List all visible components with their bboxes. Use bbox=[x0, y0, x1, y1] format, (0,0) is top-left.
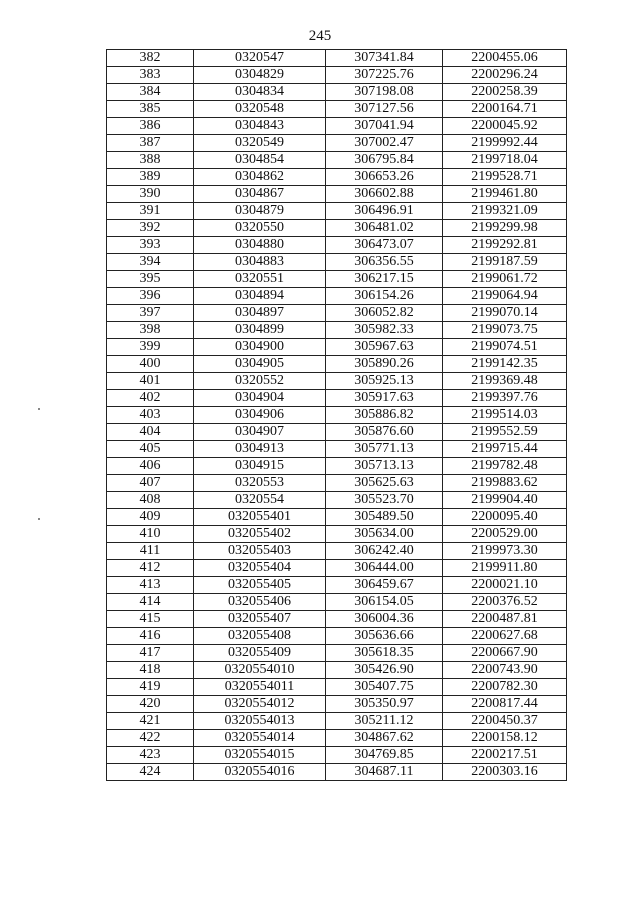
table-row bbox=[107, 543, 567, 560]
point-id-cell: 0304897 bbox=[194, 305, 326, 322]
point-id-cell: 0320554010 bbox=[194, 662, 326, 679]
x-coordinate-cell: 305890.26 bbox=[326, 356, 443, 373]
coordinates-table-body bbox=[107, 50, 567, 781]
x-coordinate-cell: 307002.47 bbox=[326, 135, 443, 152]
x-coordinate-cell: 305713.13 bbox=[326, 458, 443, 475]
y-coordinate-cell: 2200021.10 bbox=[443, 577, 567, 594]
table-row bbox=[107, 441, 567, 458]
x-coordinate-cell: 307341.84 bbox=[326, 50, 443, 67]
table-row bbox=[107, 339, 567, 356]
point-id-cell: 0304915 bbox=[194, 458, 326, 475]
table-row bbox=[107, 101, 567, 118]
y-coordinate-cell: 2199187.59 bbox=[443, 254, 567, 271]
point-id-cell: 0304829 bbox=[194, 67, 326, 84]
table-row bbox=[107, 747, 567, 764]
x-coordinate-cell: 305982.33 bbox=[326, 322, 443, 339]
point-number-cell: 389 bbox=[107, 169, 194, 186]
x-coordinate-cell: 304769.85 bbox=[326, 747, 443, 764]
y-coordinate-cell: 2199883.62 bbox=[443, 475, 567, 492]
y-coordinate-cell: 2199073.75 bbox=[443, 322, 567, 339]
point-id-cell: 032055405 bbox=[194, 577, 326, 594]
table-row bbox=[107, 254, 567, 271]
table-row bbox=[107, 84, 567, 101]
x-coordinate-cell: 304867.62 bbox=[326, 730, 443, 747]
point-id-cell: 0320554013 bbox=[194, 713, 326, 730]
y-coordinate-cell: 2200487.81 bbox=[443, 611, 567, 628]
table-row bbox=[107, 305, 567, 322]
point-id-cell: 032055401 bbox=[194, 509, 326, 526]
coordinates-table bbox=[106, 49, 567, 781]
point-number-cell: 407 bbox=[107, 475, 194, 492]
y-coordinate-cell: 2200258.39 bbox=[443, 84, 567, 101]
table-row bbox=[107, 237, 567, 254]
y-coordinate-cell: 2199528.71 bbox=[443, 169, 567, 186]
x-coordinate-cell: 307127.56 bbox=[326, 101, 443, 118]
table-row bbox=[107, 50, 567, 67]
y-coordinate-cell: 2200045.92 bbox=[443, 118, 567, 135]
y-coordinate-cell: 2200450.37 bbox=[443, 713, 567, 730]
point-number-cell: 416 bbox=[107, 628, 194, 645]
table-row bbox=[107, 611, 567, 628]
table-row bbox=[107, 645, 567, 662]
y-coordinate-cell: 2200817.44 bbox=[443, 696, 567, 713]
table-row bbox=[107, 220, 567, 237]
x-coordinate-cell: 306473.07 bbox=[326, 237, 443, 254]
y-coordinate-cell: 2199992.44 bbox=[443, 135, 567, 152]
x-coordinate-cell: 307225.76 bbox=[326, 67, 443, 84]
point-number-cell: 382 bbox=[107, 50, 194, 67]
point-id-cell: 0320554014 bbox=[194, 730, 326, 747]
x-coordinate-cell: 306004.36 bbox=[326, 611, 443, 628]
y-coordinate-cell: 2199369.48 bbox=[443, 373, 567, 390]
point-number-cell: 409 bbox=[107, 509, 194, 526]
point-id-cell: 0320554011 bbox=[194, 679, 326, 696]
point-id-cell: 0304904 bbox=[194, 390, 326, 407]
x-coordinate-cell: 306602.88 bbox=[326, 186, 443, 203]
y-coordinate-cell: 2199715.44 bbox=[443, 441, 567, 458]
x-coordinate-cell: 306242.40 bbox=[326, 543, 443, 560]
table-row bbox=[107, 509, 567, 526]
table-row bbox=[107, 424, 567, 441]
table-row bbox=[107, 679, 567, 696]
x-coordinate-cell: 305350.97 bbox=[326, 696, 443, 713]
point-id-cell: 0320551 bbox=[194, 271, 326, 288]
point-number-cell: 418 bbox=[107, 662, 194, 679]
point-id-cell: 0320548 bbox=[194, 101, 326, 118]
y-coordinate-cell: 2199782.48 bbox=[443, 458, 567, 475]
point-number-cell: 397 bbox=[107, 305, 194, 322]
table-row bbox=[107, 169, 567, 186]
table-row bbox=[107, 67, 567, 84]
point-number-cell: 400 bbox=[107, 356, 194, 373]
table-row bbox=[107, 135, 567, 152]
x-coordinate-cell: 305771.13 bbox=[326, 441, 443, 458]
point-id-cell: 0320547 bbox=[194, 50, 326, 67]
table-row bbox=[107, 594, 567, 611]
table-row bbox=[107, 730, 567, 747]
x-coordinate-cell: 306052.82 bbox=[326, 305, 443, 322]
point-id-cell: 0304854 bbox=[194, 152, 326, 169]
x-coordinate-cell: 305625.63 bbox=[326, 475, 443, 492]
y-coordinate-cell: 2199321.09 bbox=[443, 203, 567, 220]
y-coordinate-cell: 2199064.94 bbox=[443, 288, 567, 305]
point-id-cell: 032055404 bbox=[194, 560, 326, 577]
y-coordinate-cell: 2199074.51 bbox=[443, 339, 567, 356]
x-coordinate-cell: 306496.91 bbox=[326, 203, 443, 220]
x-coordinate-cell: 306653.26 bbox=[326, 169, 443, 186]
x-coordinate-cell: 305636.66 bbox=[326, 628, 443, 645]
point-id-cell: 032055408 bbox=[194, 628, 326, 645]
y-coordinate-cell: 2200164.71 bbox=[443, 101, 567, 118]
point-number-cell: 402 bbox=[107, 390, 194, 407]
point-number-cell: 383 bbox=[107, 67, 194, 84]
scan-speck bbox=[38, 518, 40, 520]
x-coordinate-cell: 306217.15 bbox=[326, 271, 443, 288]
y-coordinate-cell: 2200217.51 bbox=[443, 747, 567, 764]
point-id-cell: 0304867 bbox=[194, 186, 326, 203]
point-number-cell: 385 bbox=[107, 101, 194, 118]
point-number-cell: 406 bbox=[107, 458, 194, 475]
point-id-cell: 0304834 bbox=[194, 84, 326, 101]
point-number-cell: 420 bbox=[107, 696, 194, 713]
table-row bbox=[107, 271, 567, 288]
point-number-cell: 387 bbox=[107, 135, 194, 152]
table-row bbox=[107, 764, 567, 781]
y-coordinate-cell: 2199061.72 bbox=[443, 271, 567, 288]
y-coordinate-cell: 2200376.52 bbox=[443, 594, 567, 611]
table-row bbox=[107, 475, 567, 492]
x-coordinate-cell: 307198.08 bbox=[326, 84, 443, 101]
point-number-cell: 417 bbox=[107, 645, 194, 662]
y-coordinate-cell: 2200303.16 bbox=[443, 764, 567, 781]
point-id-cell: 032055409 bbox=[194, 645, 326, 662]
x-coordinate-cell: 307041.94 bbox=[326, 118, 443, 135]
y-coordinate-cell: 2200627.68 bbox=[443, 628, 567, 645]
y-coordinate-cell: 2200158.12 bbox=[443, 730, 567, 747]
table-row bbox=[107, 322, 567, 339]
y-coordinate-cell: 2200782.30 bbox=[443, 679, 567, 696]
point-id-cell: 0304894 bbox=[194, 288, 326, 305]
point-id-cell: 0304862 bbox=[194, 169, 326, 186]
x-coordinate-cell: 306154.05 bbox=[326, 594, 443, 611]
point-number-cell: 394 bbox=[107, 254, 194, 271]
x-coordinate-cell: 305917.63 bbox=[326, 390, 443, 407]
y-coordinate-cell: 2199142.35 bbox=[443, 356, 567, 373]
point-number-cell: 410 bbox=[107, 526, 194, 543]
point-number-cell: 422 bbox=[107, 730, 194, 747]
point-id-cell: 0320552 bbox=[194, 373, 326, 390]
x-coordinate-cell: 305211.12 bbox=[326, 713, 443, 730]
table-row bbox=[107, 152, 567, 169]
point-id-cell: 0304907 bbox=[194, 424, 326, 441]
point-number-cell: 405 bbox=[107, 441, 194, 458]
point-id-cell: 032055406 bbox=[194, 594, 326, 611]
y-coordinate-cell: 2199973.30 bbox=[443, 543, 567, 560]
table-row bbox=[107, 390, 567, 407]
scan-speck bbox=[38, 408, 40, 410]
point-number-cell: 388 bbox=[107, 152, 194, 169]
y-coordinate-cell: 2200667.90 bbox=[443, 645, 567, 662]
table-row bbox=[107, 118, 567, 135]
point-number-cell: 414 bbox=[107, 594, 194, 611]
point-number-cell: 396 bbox=[107, 288, 194, 305]
point-number-cell: 413 bbox=[107, 577, 194, 594]
table-row bbox=[107, 560, 567, 577]
point-number-cell: 411 bbox=[107, 543, 194, 560]
point-id-cell: 0320553 bbox=[194, 475, 326, 492]
point-number-cell: 391 bbox=[107, 203, 194, 220]
point-number-cell: 399 bbox=[107, 339, 194, 356]
table-row bbox=[107, 407, 567, 424]
point-id-cell: 0304883 bbox=[194, 254, 326, 271]
point-id-cell: 0320549 bbox=[194, 135, 326, 152]
table-row bbox=[107, 186, 567, 203]
page-number: 245 bbox=[308, 28, 332, 44]
x-coordinate-cell: 305967.63 bbox=[326, 339, 443, 356]
point-number-cell: 415 bbox=[107, 611, 194, 628]
y-coordinate-cell: 2200743.90 bbox=[443, 662, 567, 679]
point-id-cell: 0320554012 bbox=[194, 696, 326, 713]
point-id-cell: 0320554 bbox=[194, 492, 326, 509]
point-number-cell: 424 bbox=[107, 764, 194, 781]
y-coordinate-cell: 2200296.24 bbox=[443, 67, 567, 84]
point-number-cell: 408 bbox=[107, 492, 194, 509]
point-id-cell: 0304900 bbox=[194, 339, 326, 356]
table-row bbox=[107, 492, 567, 509]
x-coordinate-cell: 304687.11 bbox=[326, 764, 443, 781]
x-coordinate-cell: 305407.75 bbox=[326, 679, 443, 696]
point-number-cell: 398 bbox=[107, 322, 194, 339]
point-number-cell: 423 bbox=[107, 747, 194, 764]
x-coordinate-cell: 306356.55 bbox=[326, 254, 443, 271]
y-coordinate-cell: 2199904.40 bbox=[443, 492, 567, 509]
x-coordinate-cell: 305618.35 bbox=[326, 645, 443, 662]
point-id-cell: 032055403 bbox=[194, 543, 326, 560]
table-row bbox=[107, 713, 567, 730]
x-coordinate-cell: 306154.26 bbox=[326, 288, 443, 305]
x-coordinate-cell: 305925.13 bbox=[326, 373, 443, 390]
point-id-cell: 0304913 bbox=[194, 441, 326, 458]
point-id-cell: 0304906 bbox=[194, 407, 326, 424]
point-id-cell: 0320554016 bbox=[194, 764, 326, 781]
point-id-cell: 0304905 bbox=[194, 356, 326, 373]
x-coordinate-cell: 306444.00 bbox=[326, 560, 443, 577]
x-coordinate-cell: 306795.84 bbox=[326, 152, 443, 169]
point-id-cell: 0304880 bbox=[194, 237, 326, 254]
point-id-cell: 0320554015 bbox=[194, 747, 326, 764]
point-number-cell: 392 bbox=[107, 220, 194, 237]
y-coordinate-cell: 2199514.03 bbox=[443, 407, 567, 424]
point-number-cell: 412 bbox=[107, 560, 194, 577]
point-number-cell: 386 bbox=[107, 118, 194, 135]
table-row bbox=[107, 628, 567, 645]
x-coordinate-cell: 306481.02 bbox=[326, 220, 443, 237]
y-coordinate-cell: 2199461.80 bbox=[443, 186, 567, 203]
table-row bbox=[107, 458, 567, 475]
point-id-cell: 0304843 bbox=[194, 118, 326, 135]
table-row bbox=[107, 662, 567, 679]
y-coordinate-cell: 2199397.76 bbox=[443, 390, 567, 407]
table-row bbox=[107, 288, 567, 305]
point-id-cell: 0304899 bbox=[194, 322, 326, 339]
y-coordinate-cell: 2199911.80 bbox=[443, 560, 567, 577]
point-number-cell: 395 bbox=[107, 271, 194, 288]
point-id-cell: 032055407 bbox=[194, 611, 326, 628]
point-id-cell: 0304879 bbox=[194, 203, 326, 220]
y-coordinate-cell: 2200529.00 bbox=[443, 526, 567, 543]
y-coordinate-cell: 2199299.98 bbox=[443, 220, 567, 237]
x-coordinate-cell: 305634.00 bbox=[326, 526, 443, 543]
y-coordinate-cell: 2199552.59 bbox=[443, 424, 567, 441]
point-number-cell: 403 bbox=[107, 407, 194, 424]
point-number-cell: 390 bbox=[107, 186, 194, 203]
x-coordinate-cell: 306459.67 bbox=[326, 577, 443, 594]
y-coordinate-cell: 2200095.40 bbox=[443, 509, 567, 526]
x-coordinate-cell: 305523.70 bbox=[326, 492, 443, 509]
y-coordinate-cell: 2200455.06 bbox=[443, 50, 567, 67]
table-row bbox=[107, 356, 567, 373]
point-number-cell: 419 bbox=[107, 679, 194, 696]
point-number-cell: 404 bbox=[107, 424, 194, 441]
point-number-cell: 421 bbox=[107, 713, 194, 730]
point-number-cell: 393 bbox=[107, 237, 194, 254]
point-number-cell: 401 bbox=[107, 373, 194, 390]
x-coordinate-cell: 305886.82 bbox=[326, 407, 443, 424]
point-id-cell: 032055402 bbox=[194, 526, 326, 543]
point-id-cell: 0320550 bbox=[194, 220, 326, 237]
x-coordinate-cell: 305426.90 bbox=[326, 662, 443, 679]
table-row bbox=[107, 203, 567, 220]
table-row bbox=[107, 696, 567, 713]
x-coordinate-cell: 305876.60 bbox=[326, 424, 443, 441]
table-row bbox=[107, 373, 567, 390]
x-coordinate-cell: 305489.50 bbox=[326, 509, 443, 526]
table-row bbox=[107, 577, 567, 594]
y-coordinate-cell: 2199718.04 bbox=[443, 152, 567, 169]
table-row bbox=[107, 526, 567, 543]
y-coordinate-cell: 2199070.14 bbox=[443, 305, 567, 322]
point-number-cell: 384 bbox=[107, 84, 194, 101]
y-coordinate-cell: 2199292.81 bbox=[443, 237, 567, 254]
